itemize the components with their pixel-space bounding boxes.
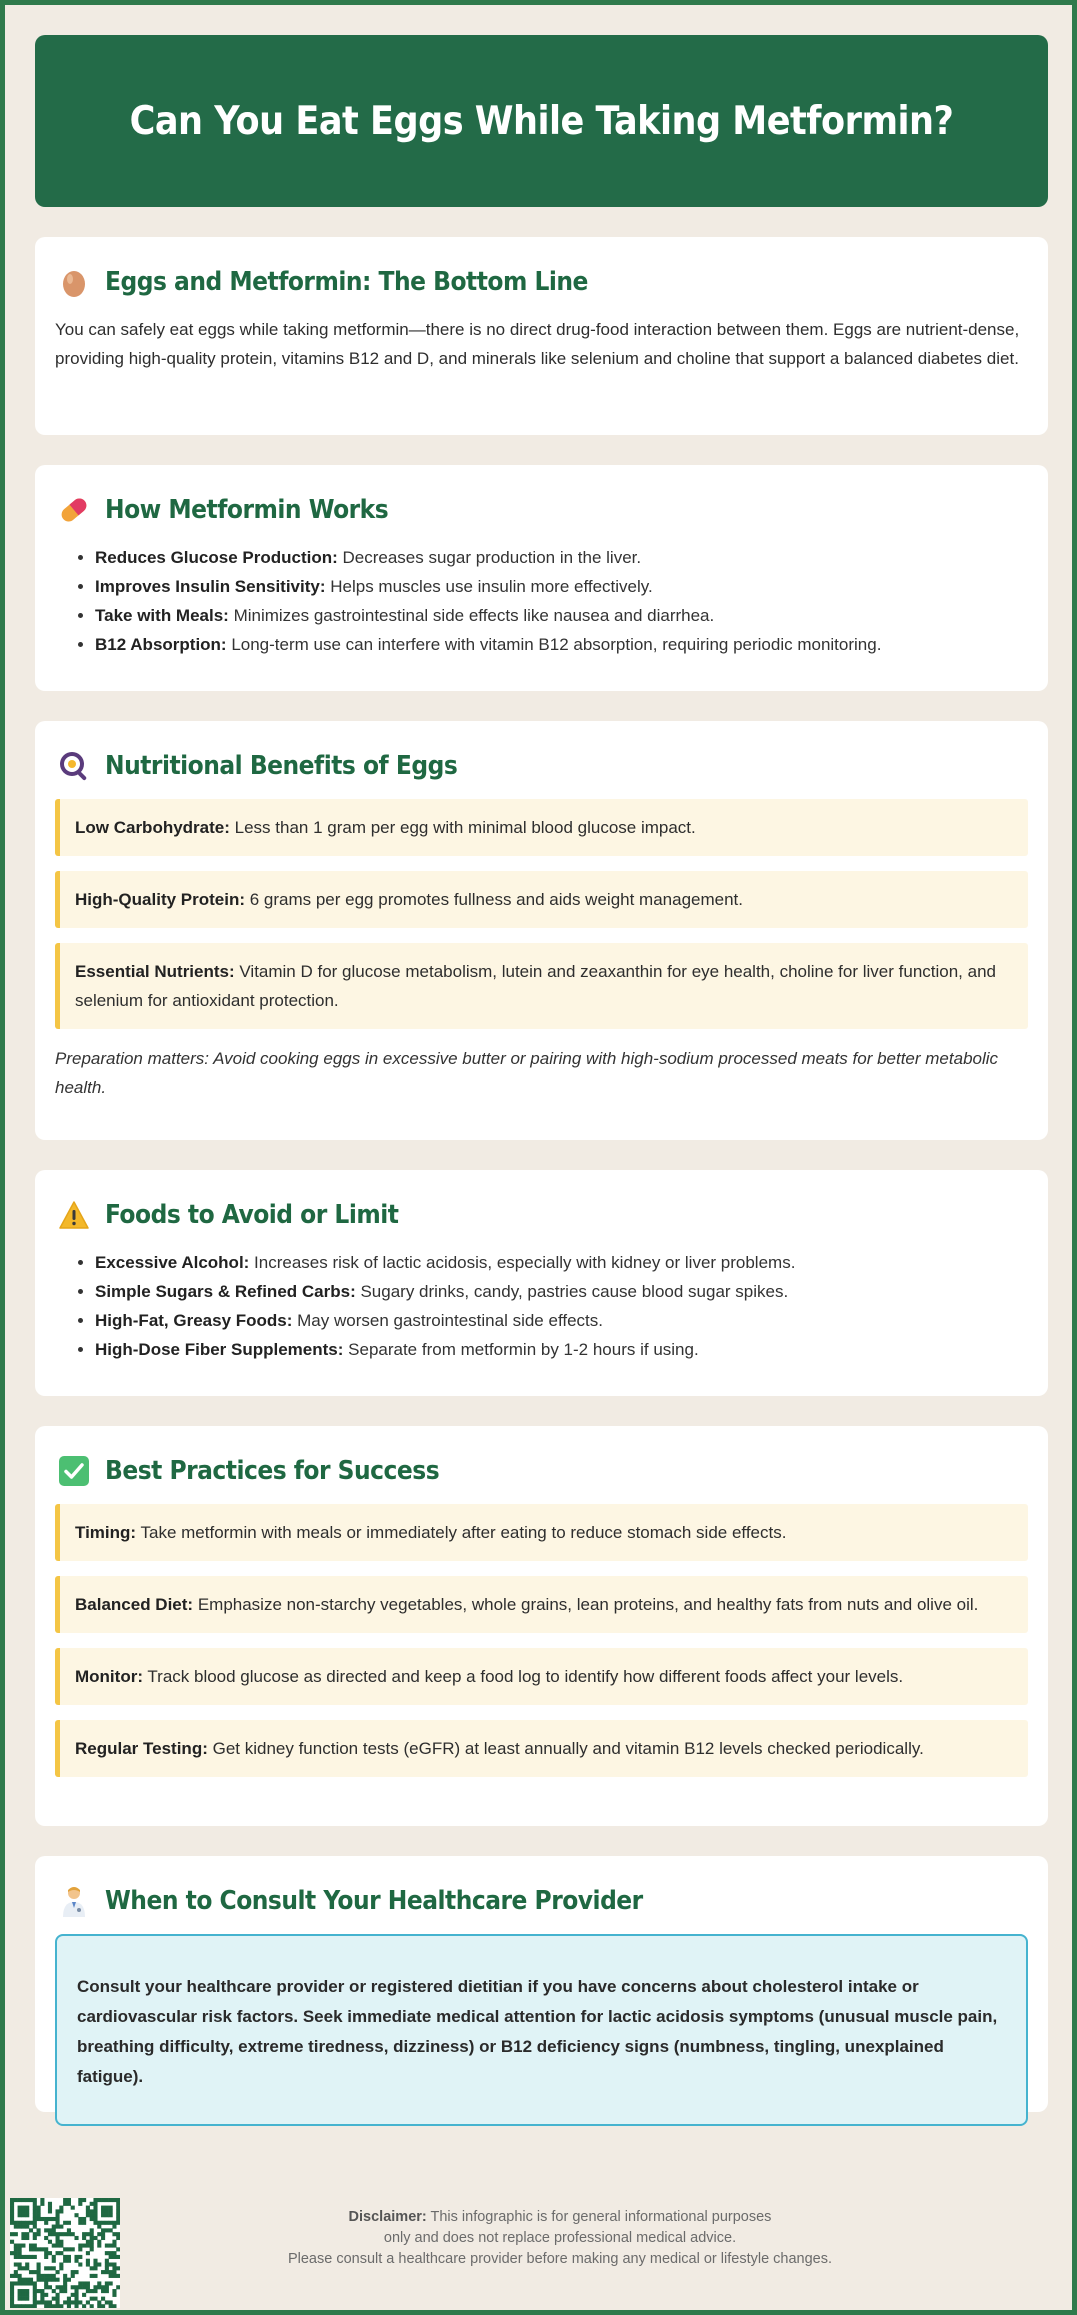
doctor-icon [55, 1882, 93, 1920]
section-bottom-line [35, 237, 1048, 435]
infographic [35, 35, 1048, 2112]
section-header [55, 1880, 1028, 1922]
section-text: You can safely eat eggs while taking metformin—there is no direct drug-food interaction between them. Eggs are nutrient-dense, providing high-quality protein, vitamins B12 and D, and minerals like selenium and choline that support a balanced diabetes diet. [55, 320, 1020, 368]
list-item: • Excessive Alcohol: Increases risk of lactic acidosis, especially with kidney or liver problems. [95, 1248, 1028, 1277]
disclaimer: Disclaimer: This infographic is for general informational purposes only and does not replace professional medical advice. Please consult a healthcare provider before making any medical or lifestyle changes. [287, 2209, 833, 2267]
section-consult-provider [35, 1856, 1048, 2112]
footer [5, 2193, 1072, 2313]
section-heading: Nutritional Benefits of Eggs [105, 751, 458, 781]
highlight-box: Low Carbohydrate: Less than 1 gram per egg with minimal blood glucose impact. [55, 799, 1028, 856]
section-header [55, 1450, 1028, 1492]
consult-callout: Consult your healthcare provider or registered dietitian if you have concerns about cholesterol intake or cardiovascular risk factors. Seek immediate medical attention for lactic acidosis symptoms (unusual muscle pain, breathing difficulty, extreme tiredness, dizziness) or B12 deficiency signs (numbness, tingling, unexplained fatigue). [55, 1934, 1028, 2126]
section-how-metformin-works [35, 465, 1048, 691]
section-header [55, 489, 1028, 531]
highlight-box: Balanced Diet: Emphasize non-starchy vegetables, whole grains, lean proteins, and healthy fats from nuts and olive oil. [55, 1576, 1028, 1633]
section-heading: Foods to Avoid or Limit [105, 1200, 399, 1230]
pill-icon [55, 491, 93, 529]
warning-icon [55, 1196, 93, 1234]
egg-icon [55, 263, 93, 301]
section-heading: When to Consult Your Healthcare Provider [105, 1886, 643, 1916]
section-heading: How Metformin Works [105, 495, 389, 525]
check-icon [55, 1452, 93, 1490]
bullet-list [55, 543, 1028, 659]
disclaimer-label: Disclaimer: [348, 2209, 427, 2225]
page-title: Can You Eat Eggs While Taking Metformin? [129, 98, 954, 144]
list-item: • Reduces Glucose Production: Decreases sugar production in the liver. [95, 543, 1028, 572]
section-nutritional-benefits [35, 721, 1048, 1140]
qr-code [10, 2198, 120, 2308]
section-best-practices [35, 1426, 1048, 1826]
list-item: • High-Fat, Greasy Foods: May worsen gastrointestinal side effects. [95, 1306, 1028, 1335]
list-item: • High-Dose Fiber Supplements: Separate from metformin by 1-2 hours if using. [95, 1335, 1028, 1364]
title-banner [35, 35, 1048, 207]
highlight-box: High-Quality Protein: 6 grams per egg promotes fullness and aids weight management. [55, 871, 1028, 928]
list-item: • Improves Insulin Sensitivity: Helps muscles use insulin more effectively. [95, 572, 1028, 601]
section-header [55, 1194, 1028, 1236]
bullet-list [55, 1248, 1028, 1364]
section-foods-to-avoid [35, 1170, 1048, 1396]
section-header [55, 745, 1028, 787]
preparation-note: Preparation matters: Avoid cooking eggs in excessive butter or pairing with high-sodium processed meats for better metabolic health. [55, 1049, 999, 1097]
list-item: • B12 Absorption: Long-term use can interfere with vitamin B12 absorption, requiring periodic monitoring. [95, 630, 1028, 659]
highlight-box: Monitor: Track blood glucose as directed and keep a food log to identify how different foods affect your levels. [55, 1648, 1028, 1705]
section-heading: Eggs and Metformin: The Bottom Line [105, 267, 588, 297]
section-header [55, 261, 1028, 303]
fried-egg-pan-icon [55, 747, 93, 785]
highlight-box: Regular Testing: Get kidney function tests (eGFR) at least annually and vitamin B12 levels checked periodically. [55, 1720, 1028, 1777]
highlight-box: Essential Nutrients: Vitamin D for glucose metabolism, lutein and zeaxanthin for eye health, choline for liver function, and selenium for antioxidant protection. [55, 943, 1028, 1029]
section-heading: Best Practices for Success [105, 1456, 440, 1486]
highlight-box: Timing: Take metformin with meals or immediately after eating to reduce stomach side effects. [55, 1504, 1028, 1561]
list-item: • Simple Sugars & Refined Carbs: Sugary drinks, candy, pastries cause blood sugar spikes. [95, 1277, 1028, 1306]
list-item: • Take with Meals: Minimizes gastrointestinal side effects like nausea and diarrhea. [95, 601, 1028, 630]
